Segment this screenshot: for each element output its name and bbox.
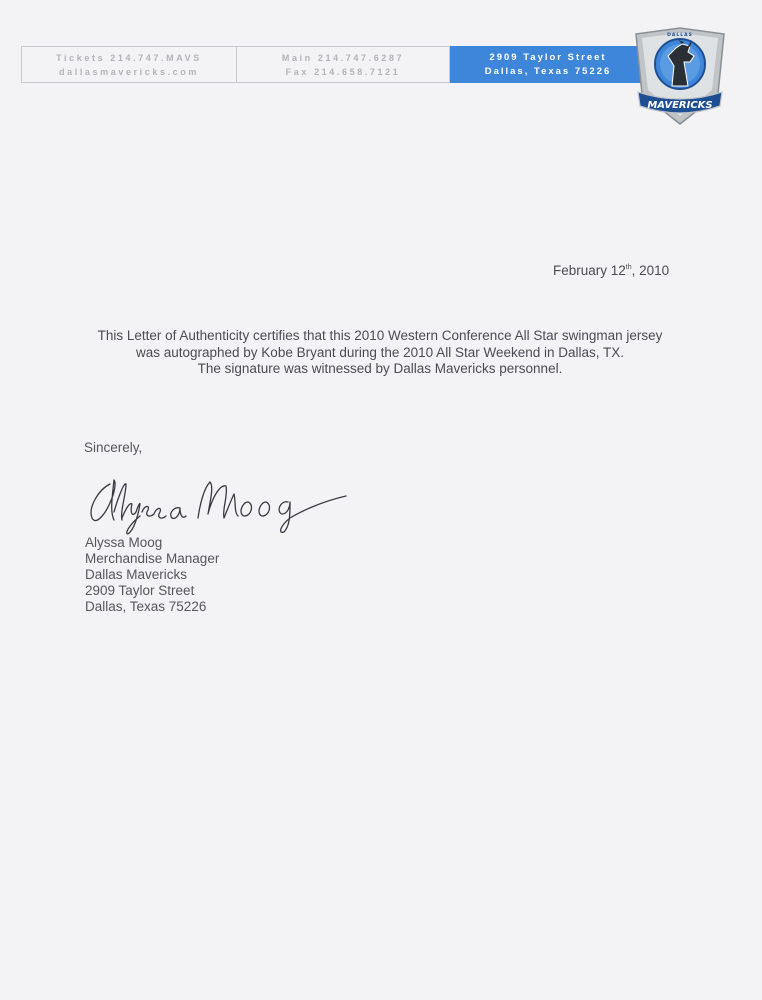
signer-title: Merchandise Manager bbox=[85, 551, 220, 566]
letter-date: February 12th, 2010 bbox=[553, 263, 670, 278]
website-text: dallasmavericks.com bbox=[59, 66, 199, 77]
main-phone: Main 214.747.6287 bbox=[281, 52, 405, 63]
mavericks-logo bbox=[632, 26, 728, 126]
signer-street: 2909 Taylor Street bbox=[85, 583, 195, 598]
body-line: The signature was witnessed by Dallas Mavericks personnel. bbox=[197, 361, 563, 376]
signer-name: Alyssa Moog bbox=[85, 535, 163, 550]
logo-city: DALLAS bbox=[667, 33, 693, 38]
letter-body bbox=[60, 328, 700, 378]
body-line: This Letter of Authenticity certifies that this 2010 Western Conference All Star swingman jersey bbox=[97, 328, 663, 343]
letterhead-tickets-box bbox=[21, 46, 237, 83]
closing-text: Sincerely, bbox=[84, 440, 143, 455]
letterhead-address-box bbox=[450, 46, 646, 83]
letterhead-street: 2909 Taylor Street bbox=[489, 51, 607, 63]
tickets-phone: Tickets 214.747.MAVS bbox=[56, 52, 202, 63]
fax-number: Fax 214.658.7121 bbox=[285, 66, 401, 77]
signer-organization: Dallas Mavericks bbox=[85, 567, 188, 582]
handwritten-signature bbox=[84, 468, 364, 536]
letterhead-city: Dallas, Texas 75226 bbox=[484, 65, 612, 77]
body-line: was autographed by Kobe Bryant during the 2010 All Star Weekend in Dallas, TX. bbox=[135, 344, 625, 360]
signer-city: Dallas, Texas 75226 bbox=[85, 599, 207, 614]
logo-team-name: MAVERICKS bbox=[647, 100, 713, 111]
letterhead-phone-box bbox=[236, 46, 450, 83]
signature-block bbox=[85, 535, 219, 615]
